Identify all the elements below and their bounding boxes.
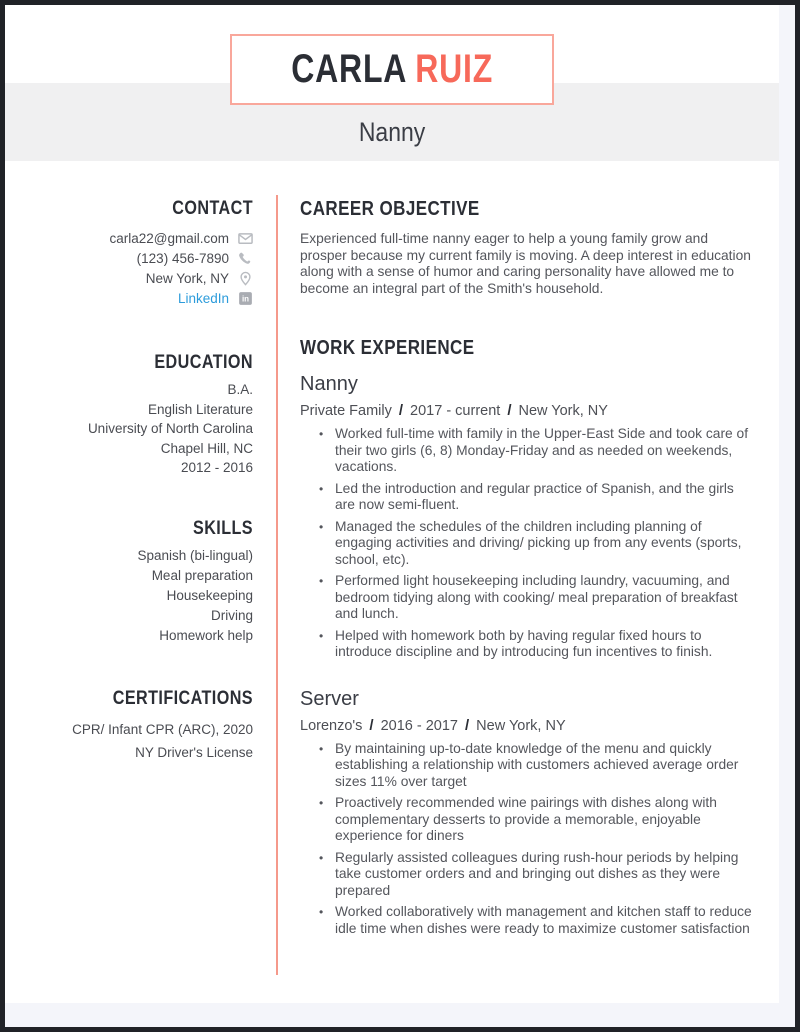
separator-slash: / xyxy=(369,716,374,734)
contact-linkedin-row xyxy=(5,288,253,308)
job-entry xyxy=(300,687,755,938)
education-dates: 2012 - 2016 xyxy=(180,460,253,475)
column-divider xyxy=(276,195,278,975)
first-name: CARLA xyxy=(291,47,408,91)
job-company: Private Family xyxy=(300,403,392,419)
education-school: University of North Carolina xyxy=(87,421,253,436)
skill-item: Meal preparation xyxy=(151,567,253,583)
contact-phone-row xyxy=(5,248,253,268)
work-experience-section xyxy=(300,337,755,937)
job-bullet: • Worked collaboratively with management and kitchen staff to reduce idle time when dishes were ready to maximize customer satisfaction xyxy=(335,904,755,937)
contact-email-row xyxy=(5,228,253,248)
job-entry xyxy=(300,372,755,661)
job-bullet: • Worked full-time with family in the Upper-East Side and took care of their two girls (6, 8) Monday-Friday and as needed on weekends, vacations. xyxy=(335,426,755,476)
education-major: English Literature xyxy=(147,401,253,417)
separator-slash: / xyxy=(465,716,470,734)
job-bullets xyxy=(300,426,755,661)
contact-section xyxy=(5,198,253,308)
education-section xyxy=(5,352,253,478)
certification-item: NY Driver's License xyxy=(135,744,253,760)
location-text: New York, NY xyxy=(145,270,229,286)
job-bullet: • Led the introduction and regular practice of Spanish, and the girls are now semi-fluent. xyxy=(335,481,755,514)
main-column xyxy=(300,198,755,942)
job-bullet: • Regularly assisted colleagues during rush-hour periods by helping take customer orders and and bringing out dishes as they were prepared xyxy=(335,850,755,900)
skill-item: Spanish (bi-lingual) xyxy=(137,547,253,563)
name-box xyxy=(230,34,554,105)
job-bullet: • Managed the schedules of the children including planning of engaging activities and driving/ picking up from any events (sports, school, etc). xyxy=(335,519,755,569)
resume-page xyxy=(5,5,779,1003)
contact-heading: CONTACT xyxy=(172,198,253,219)
resume-job-title: Nanny xyxy=(358,117,426,147)
linkedin-icon xyxy=(238,291,253,306)
job-dates: 2017 - current xyxy=(410,403,501,419)
job-bullet: • Performed light housekeeping including laundry, vacuuming, and bedroom tidying along with cooking/ meal preparation of breakfast and lunch. xyxy=(335,573,755,623)
contact-rows xyxy=(5,228,253,308)
education-location: Chapel Hill, NC xyxy=(160,440,253,456)
viewer-background xyxy=(5,5,795,1027)
email-text: carla22@gmail.com xyxy=(109,230,229,246)
career-objective-heading: CAREER OBJECTIVE xyxy=(300,198,480,220)
separator-slash: / xyxy=(507,402,512,419)
candidate-name xyxy=(291,47,493,92)
career-objective-section xyxy=(300,198,755,297)
job-bullet: • Helped with homework both by having regular fixed hours to introduce discipline and by introducing fun incentives to finish. xyxy=(335,628,755,661)
certifications-section xyxy=(5,688,253,764)
skill-item: Driving xyxy=(210,607,253,623)
phone-text: (123) 456-7890 xyxy=(136,250,229,266)
job-title: Nanny xyxy=(300,373,358,395)
skills-heading: SKILLS xyxy=(193,517,253,539)
skill-item: Housekeeping xyxy=(166,587,253,603)
job-title: Server xyxy=(300,687,359,710)
phone-icon xyxy=(238,251,253,266)
education-degree: B.A. xyxy=(227,382,253,397)
job-bullet: • By maintaining up-to-date knowledge of the menu and quickly establishing a relationship with customers achieved average order sizes 11% over target xyxy=(335,741,755,791)
job-meta xyxy=(300,402,755,420)
certifications-heading: CERTIFICATIONS xyxy=(112,687,254,709)
location-pin-icon xyxy=(238,271,253,286)
education-lines xyxy=(5,380,253,478)
job-location: New York, NY xyxy=(518,403,608,419)
contact-location-row xyxy=(5,268,253,288)
education-heading: EDUCATION xyxy=(154,352,253,373)
certifications-list xyxy=(5,718,253,764)
skills-list xyxy=(5,546,253,646)
linkedin-link[interactable]: LinkedIn xyxy=(177,290,229,306)
certification-item: CPR/ Infant CPR (ARC), 2020 xyxy=(72,721,253,737)
work-experience-heading: WORK EXPERIENCE xyxy=(300,337,475,359)
job-dates: 2016 - 2017 xyxy=(380,717,458,734)
svg-text:in: in xyxy=(241,294,250,304)
skill-item: Homework help xyxy=(159,627,253,643)
career-objective-text: Experienced full-time nanny eager to help a young family grow and prosper because my current family is moving. A deep interest in education along with a sense of humor and caring personality have allowed me to become an integral part of the Smith's household. xyxy=(300,231,751,296)
job-bullets xyxy=(300,741,755,938)
job-meta xyxy=(300,717,755,735)
job-location: New York, NY xyxy=(476,717,566,734)
last-name: RUIZ xyxy=(415,47,493,91)
sidebar xyxy=(5,198,253,764)
envelope-icon xyxy=(238,231,253,246)
job-company: Lorenzo's xyxy=(300,717,363,734)
separator-slash: / xyxy=(398,402,404,419)
resume-title-wrap xyxy=(5,117,779,148)
job-bullet: • Proactively recommended wine pairings with dishes along with complementary desserts to provide a memorable, enjoyable experience for diners xyxy=(335,795,755,845)
skills-section xyxy=(5,518,253,646)
